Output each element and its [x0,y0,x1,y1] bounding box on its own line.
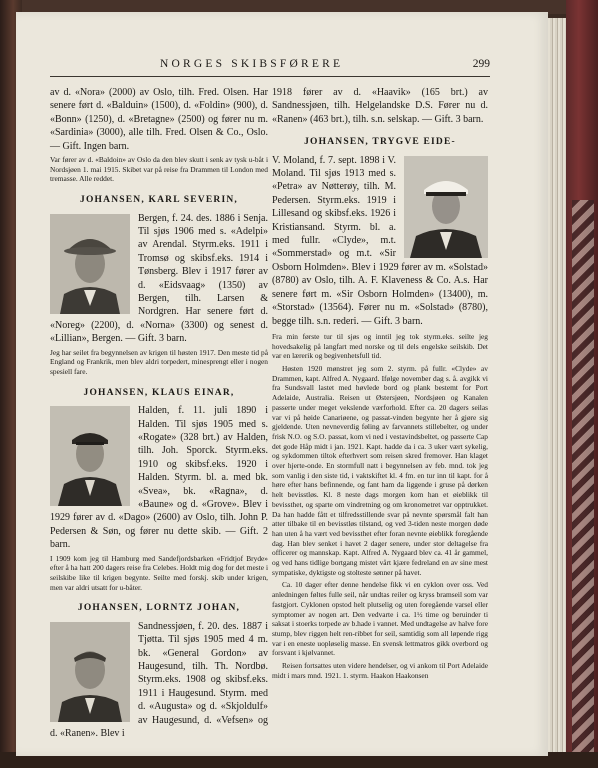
entry-note: I 1909 kom jeg til Hamburg med Sandefjordsbarken «Fridtjof Bryde» efter å ha hatt 200 dagers reise fra Celebes. Holdt mig dog for det meste i seilskibe like til krigen begynte. Seilte med forskj. skib under krigen, men var aldri utsatt for u-båter. [50,553,268,592]
continued-entry-note: Var fører av d. «Baldoin» av Oslo da den blev skutt i senk av tysk u-båt i Nordsjøen 1. mai 1915. Skibet var på reise fra Drammen til London med tremasse. Alle reddet. [50,155,268,184]
entry-note: Høsten 1920 mønstret jeg som 2. styrm. på fullr. «Clyde» av Drammen, kapt. Alfred A. Nygaard. Ifølge november dag s. å. avgikk vi fra Sundsvall lastet med høvlede bord og plank bestemt for Port Adelaide, Australia. Reisen ut Østersjøen, Nordsjøen og Kanalen passerte under meget vekslende værforhold. Efter ca. 20 dagers seilas var vi på høide Canariøene, og passat-vinden begynte her å gjøre sig gjeldende. Uten nevneverdig føling av farvannets stillebelter, og under frisk N.O. og S.O. passat, kom vi ned i vestavindsbeltet, og passerte Cap det gode Håp midt i jan. 1921. Kapt. hadde da i ca. 3 uker vært sykelig, og sykdommen tiltok efterhvert som reisen skred fremover. Han klaget over hjerte-onde. En stormfull natt i begynnelsen av feb. mnd. tok jeg som vanlig i den siste tid, i vaktskiftet kl. 4 fm. en tur inn til kapt. for å høre efter hans befinnende, og fant ham da liggende i gruse på dørken helt bevisstløs. Kl. 8 neste dags morgen kom han et øieblikk til bevissthet, og sparte om vindretning og om kronometret var opptrukket. Da han hadde fått et tilfredsstillende svar på nevnte spørsmål falt han atter tilbake til en bevisstløs tilstand, og ved 3-tiden neste morgen døde han uten å ha vært ved bevissthet efter foran nevnte øieblikk foregående dag. Han blev senket i havet 2 dager senere, under stor deltagelse fra officerer og mannskap. Kapt. Alfred A. Nygaard blev ca. 41 år gammel, og ved hans tidlige bortgang mistet vårt kjære fedreland en av sine mest sympatiske, dyktigste og stolteste sønner på havet. [272,364,488,577]
entry-text: V. Moland, f. 7. sept. 1898 i V. Moland. Til sjøs 1913 med s. «Petra» av Nøtterøy, tilh. M. Pedersen. Styrm.eks. 1919 i Lillesand og skibsf.eks. 1926 i Kristiansand. Styrm. bl. a. med fullr. «Clyde», m.t. «Sommerstad» og m.t. «Sir Osborn Holmden». Blev i 1929 fører av m. «Solstad» (8780) av Oslo, tilh. A. F. Klaveness & Co. A.s. Har senere ført m. «Sir Osborn Holmden» (13400), m. «Storstad» (13564). Fører nu m. «Solstad» (8780), begge tilh. s.n. rederi. — Gift. 3 barn. [272,154,488,327]
header-rule [50,76,490,77]
entry-name: JOHANSEN, KLAUS EINAR, [83,387,235,398]
biography-entry [50,212,268,377]
portrait-photo [50,406,130,506]
biography-entry [50,620,268,741]
biography-entry [272,154,488,328]
biography-entry [50,404,268,592]
entry-text: Halden, f. 11. juli 1890 i Halden. Til sjøs 1905 med s. «Rogate» (328 brt.) av Halden, tilh. Joh. Sporck. Styrm.eks. 1910 og skibsf.eks. 1920 i Halden. Styrm. bl. a. med bk. «Svea», bk. «Ragna», d. «Baune» og d. «Grove». Blev i 1929 fører av d. «Dago» (2600) av Oslo, tilh. John P. Pedersen & Søn, og fører nu dette skib. — Gift. 2 barn. [50,405,268,551]
running-title: NORGES SKIBSFØRERE [160,58,344,70]
entry-note: Reisen fortsattes uten videre hendelser, og vi ankom til Port Adelaide midt i mars mnd. 1921. 1. styrm. Haakon Haakonsen [272,661,488,680]
entry-name: JOHANSEN, TRYGVE EIDE- [304,137,456,148]
left-column [50,86,268,740]
cover-marbled-pattern [572,200,594,760]
entry-note: Jeg har seilet fra begynnelsen av krigen til høsten 1917. Den meste tid på England og Frankrik, men blev aldri torpedert, minesprengt eller i nogen spesiell fare. [50,347,268,377]
entry-name: JOHANSEN, KARL SEVERIN, [80,195,238,206]
continued-entry-text: 1918 fører av d. «Haavik» (165 brt.) av Sandnessjøen, tilh. Helgelandske D.S. Fører nu d. «Ranen» (463 brt.), tilh. s.n. selskap. — Gift. 3 barn. [272,87,488,125]
portrait-photo [50,214,130,314]
page-number: 299 [472,58,490,70]
entry-text: Bergen, f. 24. des. 1886 i Senja. Til sjøs 1906 med s. «Adelpi» av Arendal. Styrm.eks. 1911 i Tromsø og skibsf.eks. 1914 i Tønsberg. Blev i 1917 fører av d. «Eidsvaag» (1350) av Bergen, tilh. Larsen & Nordgren. Har senere ført d. «Noreg» (2200), d. «Norna» (3300) og senest d. «Lillian», Bergen. — Gift. 3 barn. [50,212,268,345]
continued-entry-text: av d. «Nora» (2000) av Oslo, tilh. Fred. Olsen. Har senere ført d. «Balduin» (1500), d. «Foldin» (900), d. «Bonn» (1250), d. «Bretagne» (2500) og fører nu m. «Sardinia» (3000), alle tilh. Fred. Olsen & Co., Oslo. — Gift. Ingen barn. [50,87,268,152]
entry-text: Sandnessjøen, f. 20. des. 1887 i Tjøtta. Til sjøs 1905 med 4 m. bk. «General Gordon» av Haugesund, tilh. Th. Nordbø. Styrm.eks. 1908 og skibsf.eks. 1911 i Haugesund. Styrm. med d. «Augusta» og d. «Skjoldulf» av Haugesund, d. «Vefsen» og d. «Ranen». Blev i [50,620,268,740]
entry-name: JOHANSEN, LORNTZ JOHAN, [77,603,241,614]
right-column [272,86,488,681]
entry-note: Fra min første tur til sjøs og inntil jeg tok styrm.eks. seilte jeg hovedsakelig på langfart med norske og til dels engelske seilskib. Det var en lærerik og begivenhetsfull tid. [272,331,488,361]
portrait-photo [404,156,488,258]
portrait-photo [50,622,130,722]
entry-note: Ca. 10 dager efter denne hendelse fikk vi en cyklon over oss. Ved anledningen føltes fulle seil, når undtas reiler og kryss bramseil som var fastgjort. Cyklonen opstod helt plutselig og uten foregående varsel eller symptomer av nogen art. Den vedvarte i ca. 1½ time og beruinder ti saksat i stoerks torpede av b.hade i vannet. Med undtagelse av halve fore stump, blev riggen helt ren-ribbet for seil, samtidig som all løpende rigg var i en eneste uopløselig masse. En svensk lettmatros gikk overbord og forsvant i kjølvannet. [272,580,488,658]
page-header [50,58,490,74]
